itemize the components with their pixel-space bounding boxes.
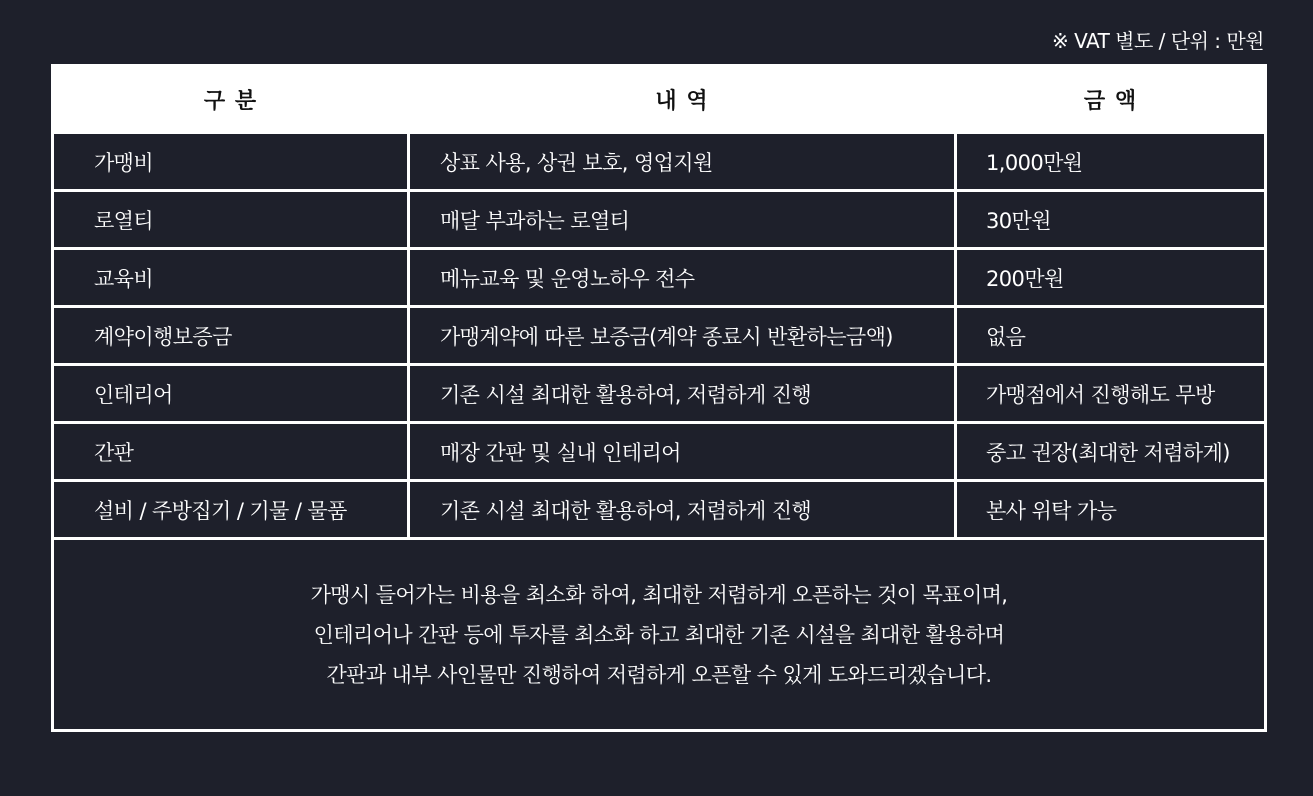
table-row [53, 191, 1266, 249]
note-line: 간판과 내부 사인물만 진행하여 저렴하게 오픈할 수 있게 도와드리겠습니다. [326, 662, 992, 687]
row-amount: 가맹점에서 진행해도 무방 [956, 365, 1266, 423]
row-category: 설비 / 주방집기 / 기물 / 물품 [53, 481, 409, 539]
row-category: 인테리어 [53, 365, 409, 423]
row-detail: 상표 사용, 상권 보호, 영업지원 [409, 133, 956, 191]
row-detail: 메뉴교육 및 운영노하우 전수 [409, 249, 956, 307]
note-cell [53, 539, 1266, 731]
table-row [53, 481, 1266, 539]
row-detail: 기존 시설 최대한 활용하여, 저렴하게 진행 [409, 365, 956, 423]
franchise-fee-table [51, 64, 1267, 732]
header-amount: 금 액 [956, 66, 1266, 133]
unit-note: ※ VAT 별도 / 단위 : 만원 [1051, 29, 1264, 53]
table-row [53, 133, 1266, 191]
row-detail: 기존 시설 최대한 활용하여, 저렴하게 진행 [409, 481, 956, 539]
row-category: 간판 [53, 423, 409, 481]
table-row [53, 307, 1266, 365]
row-amount: 200만원 [956, 249, 1266, 307]
row-amount: 중고 권장(최대한 저렴하게) [956, 423, 1266, 481]
row-category: 로열티 [53, 191, 409, 249]
row-amount: 30만원 [956, 191, 1266, 249]
row-detail: 매달 부과하는 로열티 [409, 191, 956, 249]
row-detail: 가맹계약에 따른 보증금(계약 종료시 반환하는금액) [409, 307, 956, 365]
table-header-row [53, 66, 1266, 133]
table-row [53, 423, 1266, 481]
row-detail: 매장 간판 및 실내 인테리어 [409, 423, 956, 481]
header-detail: 내 역 [409, 66, 956, 133]
row-amount: 1,000만원 [956, 133, 1266, 191]
row-category: 가맹비 [53, 133, 409, 191]
row-amount: 없음 [956, 307, 1266, 365]
note-line: 인테리어나 간판 등에 투자를 최소화 하고 최대한 기존 시설을 최대한 활용하며 [313, 622, 1005, 647]
note-row [53, 539, 1266, 731]
note-line: 가맹시 들어가는 비용을 최소화 하여, 최대한 저렴하게 오픈하는 것이 목표이며, [310, 582, 1008, 607]
table-row [53, 249, 1266, 307]
table-row [53, 365, 1266, 423]
row-category: 교육비 [53, 249, 409, 307]
header-category: 구 분 [53, 66, 409, 133]
row-amount: 본사 위탁 가능 [956, 481, 1266, 539]
row-category: 계약이행보증금 [53, 307, 409, 365]
